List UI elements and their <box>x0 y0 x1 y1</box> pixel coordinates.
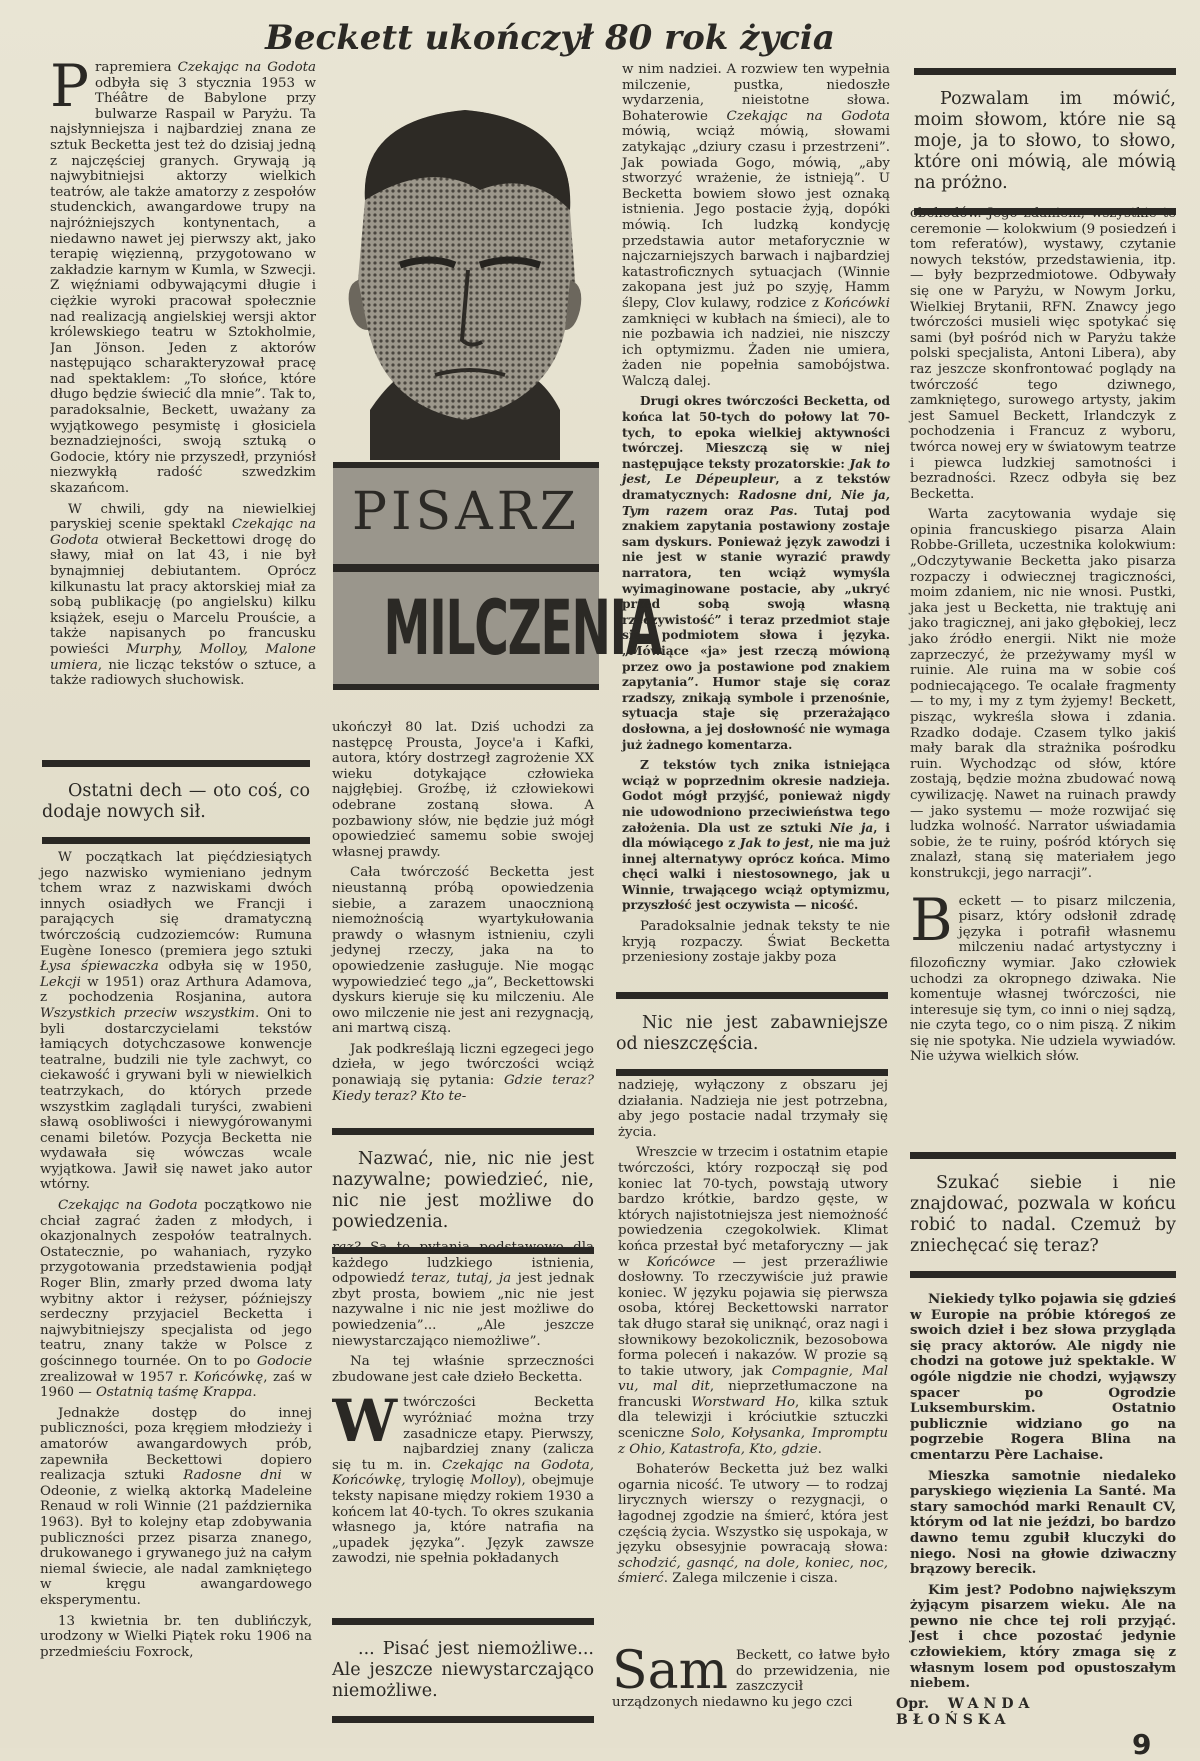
dropcap: P <box>50 60 90 120</box>
pull-quote-2: Nazwać, nie, nic nie jest nazywalne; powiedzieć, nie, nic nie jest możliwe do powiedzenia. <box>332 1128 594 1254</box>
portrait-photo <box>330 80 600 460</box>
column-2-continued <box>332 1240 594 1572</box>
banner-word-pisarz: PISARZ <box>352 482 580 542</box>
paragraph: Wreszcie w trzecim i ostatnim etapie twórczości, który rozpoczął się pod koniec lat 70-tych, powstają utwory bardzo krótkie, bardzo gęste, w których najistotniejsza jest niemożność powiedzenia czegokolwiek. Klimat końca przestał być metaforyczny — jak w Końcówce — jest przeraźliwie dosłowny. To rzeczywiście już prawie koniec. W języku pojawia się pierwsza osoba, której Beckettowski narrator tak długo starał się uniknąć, oraz nagi i słownikowy bezokolicznik, bezosobowa forma poleceń i nakazów. W prozie są to takie utwory, jak Compagnie, Mal vu, mal dit, nieprzetłumaczone na francuski Worstward Ho, kilka sztuk dla telewizji i króciutkie sztuczki sceniczne Solo, Kołysanka, Impromptu z Ohio, Katastrofa, Kto, gdzie. <box>618 1145 889 1457</box>
pull-quote-3: ... Pisać jest niemożliwe... Ale jeszcze niewystarczająco niemożliwe. <box>332 1618 594 1723</box>
dropcap: W <box>332 1395 398 1456</box>
paragraph: W twórczości Becketta wyróżniać można trzy zasadnicze etapy. Pierwszy, najbardziej znany (zalicza się tu m. in. Czekając na Godota, Końcówkę, trylogię Molloy), obejmuje teksty napisane między rokiem 1930 a końcem lat 40-tych. To okres szukania własnego ja, które natrafia na „upadek języka”. Język zawsze zawodzi, nie spełnia pokładanych <box>332 1395 594 1567</box>
paragraph: Jak podkreślają liczni egzegeci jego dzieła, w jego twórczości wciąż ponawiają się pytania: Gdzie teraz? Kiedy teraz? Kto te- <box>332 1041 595 1104</box>
paragraph: raz? Są to pytania podstawowe dla każdego ludzkiego istnienia, odpowiedź teraz, tutaj, ja jest jednak zbyt prosta, bowiem „nic nie jest nazywalne i nic nie jest możliwe do powiedzenia”... „Ale jeszcze niewystarczająco niemożliwe”. <box>332 1240 594 1349</box>
headline: Beckett ukończył 80 rok życia <box>265 18 835 58</box>
paragraph: Jednakże dostęp do innej publiczności, poza kręgiem młodzieży i amatorów awangardowych prób, zapewniła Beckettowi dopiero realizacja sztuki Radosne dni w Odeonie, z wielką aktorką Madeleine Renaud w roli Winnie (21 października 1963). Był to kolejny etap zdobywania publiczności przez pisarza znanego, drukowanego i grywanego już na całym niemal świecie, ale nadal zamkniętego w kręgu awangardowego eksperymentu. <box>40 1405 312 1608</box>
paragraph: Prapremiera Czekając na Godota odbyła się 3 stycznia 1953 w Théâtre de Babylone przy bulwarze Raspail w Paryżu. Ta najsłynniejsza i najbardziej znana ze sztuk Becketta jest też do dzisiaj jedną z najczęściej granych. Grywają ją najwybitniejsi aktorzy wielkich teatrów, ale także amatorzy z zespołów studenckich, awangardowe trupy na najróżniejszych kontynentach, a niedawno nawet jej pierwszy akt, jako terapię więzienną, przygotowano w zakładzie karnym w Kumla, w Szwecji. Z więźniami odbywającymi długie i ciężkie wyroki pracował społecznie nad realizacją angielskiej wersji aktor królewskiego teatru w Sztokholmie, Jan Jönson. Jeden z aktorów następująco scharakteryzował pracę nad spektaklem: „To słońce, które długo będzie świecić dla mnie”. Tak to, paradoksalnie, Beckett, uważany za wyjątkowego pesymistę i głosiciela beznadziejności, swoją sztuką o Godocie, który nie przyszedł, przyniósł niezwykłą radość szwedzkim skazańcom. <box>50 60 316 497</box>
paragraph: obchodów. Jego zdaniem, wszystkie te ceremonie — kolokwium (9 posiedzeń i tom referatów), wystawy, czytanie nowych tekstów, przedstawienia, itp. — były bezprzedmiotowe. Odbywały się one w Paryżu, w Nowym Jorku, Wielkiej Brytanii, RFN. Znawcy jego twórczości musieli więc spotykać się sami (był pośród nich w Paryżu także polski specjalista, Antoni Libera), aby raz jeszcze skonfrontować poglądy na twórczość tego dziwnego, zamkniętego, surowego artysty, jakim jest Samuel Beckett, Irlandczyk z pochodzenia i Francuz z wyboru, twórca nowej ery w światowym teatrze i piewca ludzkiej samotności i bezradności. Rzecz odbyła się bez Becketta. <box>910 206 1176 502</box>
pull-quote-4: Pozwalam im mówić, moim słowom, które nie są moje, ja to słowo, to słowo, które oni mówią, ale mówią na próżno. <box>914 68 1176 215</box>
paragraph: W początkach lat pięćdziesiątych jego nazwisko wymieniano jednym tchem wraz z nazwiskami dwóch innych osiadłych we Francji i parających się dramatyczną twórczością cudzoziemców: Rumuna Eugène Ionesco (premiera jego sztuki Łysa śpiewaczka odbyła się w 1950, Lekcji w 1951) oraz Arthura Adamova, z pochodzenia Rosjanina, autora Wszystkich przeciw wszystkim. Oni to byli dostarczycielami tekstów łamiących dotychczasowe konwencje teatralne, budzili nie tyle zachwyt, co ciekawość i grywani byli w niewielkich teatrzykach, do których przede wszystkim zaglądali turyści, zwabieni sławą osobliwości i niewygórowanymi cenami biletów. Pozycja Becketta nie wydawała się wówczas wcale wyjątkowa. Jawił się nawet jako autor wtórny. <box>40 850 312 1193</box>
paragraph: Niekiedy tylko pojawia się gdzieś w Europie na próbie któregoś ze swoich dzieł i bez słowa przygląda się pracy aktorów. Ale nigdy nie chodzi na gotowe już spektakle. W ogóle nigdzie nie chodzi, wyjąwszy spacer po Ogrodzie Luksemburskim. Ostatnio publicznie widziano go na pogrzebie Rogera Blina na cmentarzu Père Lachaise. <box>910 1291 1176 1463</box>
paragraph: Cała twórczość Becketta jest nieustanną próbą opowiedzenia siebie, a zarazem unaocznioną niemożnością wyartykułowania prawdy o własnym istnieniu, czyli jedynej rzeczy, jaka na to opowiedzenie zasługuje. Nie mogąc wypowiedzieć tego „ja”, Beckettowski dyskurs kieruje się ku milczeniu. Ale owo milczenie nie jest ani rezygnacją, ani martwą ciszą. <box>332 865 594 1037</box>
paragraph: Beckett — to pisarz milczenia, pisarz, który odsłonił zdradę języka i potrafił własnemu milczeniu nadać artystyczny i filozoficzny wymiar. Jako człowiek uchodzi za okropnego dziwaka. Nie komentuje własnej twórczości, nie interesuje się tym, co inni o niej sądzą, nie czyta tego, co o nim piszą. Z nikim się nie spotyka. Nie udziela wywiadów. Nie używa wielkich słów. <box>910 893 1176 1065</box>
pull-quote-1: Ostatni dech — oto coś, co dodaje nowych sił. <box>42 760 310 844</box>
paragraph: W chwili, gdy na niewielkiej paryskiej scenie spektakl Czekając na Godota otwierał Beckettowi drogę do sławy, miał on lat 43, i nie był bynajmniej debiutantem. Oprócz kilkunastu lat pracy aktorskiej miał za sobą publikację (po angielsku) kilku książek, eseju o Marcelu Prouście, a także napisanych po francusku powieści Murphy, Molloy, Malone umiera, nie licząc tekstów o sztuce, a także radiowych słuchowisk. <box>50 501 316 689</box>
column-4-continued <box>910 1292 1176 1697</box>
banner-divider <box>333 564 599 572</box>
paragraph: nadzieję, wyłączony z obszaru jej działania. Nadzieja nie jest potrzebna, aby jego postacie nadal trzymały się życia. <box>618 1078 888 1140</box>
paragraph: Czekając na Godota początkowo nie chciał zagrać żaden z młodych, i okazjonalnych zespołów teatralnych. Ostatecznie, po wahaniach, ryzyko przygotowania przedstawienia podjął Roger Blin, zmarły przed dwoma laty wybitny aktor i reżyser, późniejszy serdeczny przyjaciel Becketta i najwybitniejszy specjalista od jego teatru, znany także w Polsce z gościnnego tournée. On to po Godocie zrealizował w 1957 r. Końcówkę, zaś w 1960 — Ostatnią taśmę Krappa. <box>40 1198 312 1401</box>
paragraph: Paradoksalnie jednak teksty te nie kryją rozpaczy. Świat Becketta przeniesiony zostaje jakby poza <box>622 919 890 966</box>
paragraph: Bohaterów Becketta już bez walki ogarnia nicość. Te utwory — to rodzaj lirycznych wierszy o rezygnacji, o łagodnej zgodzie na śmierć, która jest częścią życia. Wszystko się uspokaja, w języku obsesyjnie powracają słowa: schodzić, gasnąć, na dole, koniec, noc, śmierć. Zalega milczenie i cisza. <box>618 1462 888 1587</box>
column-1-continued <box>40 850 312 1665</box>
banner-word-milczenia: MILCZENIA <box>383 583 662 672</box>
column-4 <box>910 206 1176 1070</box>
column-3 <box>622 62 890 971</box>
pull-quote-5: Nic nie jest zabawniejsze od nieszczęścia. <box>616 992 888 1076</box>
large-initial-word: Sam <box>612 1641 728 1701</box>
column-1 <box>50 60 316 694</box>
paragraph: w nim nadziei. A rozwiew ten wypełnia milczenie, pustka, niedoszłe wydarzenia, nieistotne słowa. Bohaterowie Czekając na Godota mówią, wciąż mówią, słowami zatykając „dziury czasu i przestrzeni”. Jak powiada Gogo, mówią, „aby stworzyć wrażenie, że istnieją”. U Becketta bowiem słowo jest oznaką istnienia. Jego postacie żyją, dopóki mówią. Ich ludzką kondycję przedstawia autor metaforycznie w najczarniejszych barwach i najbardziej katastroficznych sytuacjach (Winnie zakopana jest już po szyję, Hamm ślepy, Clov kulawy, rodzice z Końcówki zamknięci w kubłach na śmieci), ale to nie pozbawia ich nadziei, nie niszczy ich optymizmu. Żaden nie umiera, żaden nie popełnia samobójstwa. Walczą dalej. <box>622 62 890 389</box>
paragraph: Warta zacytowania wydaje się opinia francuskiego pisarza Alain Robbe-Grilleta, uczestnika kolokwium: „Odczytywanie Becketta jako pisarza rozpaczy i odwiecznej tragiczności, moim zdaniem, nic nie wnosi. Pustki, jaka jest u Becketta, nie traktuję ani jako tragicznej, ani jako głębokiej, lecz jako źródło energii. Nikt nie może zaprzeczyć, że przeżywamy myśl w ruinie. Ale ruina ma w sobie coś podniecającego. Te ocalałe fragmenty — to my, i my z tym żyjemy! Beckett, pisząc, wykreśla słowa i zdania. Rzadko dodaje. Czasem tylko jakiś mały barak dla strażnika pośrodku ruin. Wychodząc od słów, które zostają, będzie można zbudować nową cywilizację. Nawet na ruinach prawdy — jako systemu — może rozwijać się ludzka wolność. Narrator uświadamia sobie, że te ruiny, pośród których się znalazł, staną się materiałem jego konstrukcji, jego narracji”. <box>910 507 1176 881</box>
paragraph: Kim jest? Podobno największym żyjącym pisarzem wieku. Ale na pewno nie chce tej roli przyjąć. Jest i chce pozostać jedynie człowiekiem, który zmaga się z własnym losem pod opustoszałym niebem. <box>910 1581 1176 1692</box>
paragraph: 13 kwietnia br. ten dublińczyk, urodzony w Wielki Piątek roku 1906 na przedmieściu Foxrock, <box>40 1613 312 1660</box>
paragraph: Mieszka samotnie niedaleko paryskiego więzienia La Santé. Ma stary samochód marki Renault CV, którym od lat nie jeździ, bo bardzo dawno temu zgubił kluczyki do niego. Nosi na głowie dziwaczny brązowy berecik. <box>910 1467 1176 1578</box>
author-signature <box>896 1696 1158 1728</box>
title-banner <box>333 462 662 690</box>
signature-name: WANDA BŁOŃSKA <box>896 1696 1035 1728</box>
portrait-illustration <box>330 80 600 460</box>
paragraph: Z tekstów tych znika istniejąca wciąż w poprzednim okresie nadzieja. Godot mógł przyjść, ponieważ nigdy nie udowodniono przeciwieństwa tego założenia. Dla ust ze sztuki Nie ja, i dla mówiącego z Jak to jest, nie ma już innej alternatywy oprócz końca. Mimo chęci walki i niestosownego, jak u Winnie, trwającego wciąż optymizmu, przyszłość jest oczywista — nicość. <box>622 758 890 913</box>
column-2 <box>332 720 594 1109</box>
column-3-continued <box>618 1078 888 1592</box>
paragraph: Drugi okres twórczości Becketta, od końca lat 50-tych do połowy lat 70-tych, to epoka wielkiej aktywności twórczej. Mieszczą się w niej następujące teksty prozatorskie: Jak to jest, Le Dépeupleur, a z tekstów dramatycznych: Radosne dni, Nie ja, Tym razem oraz Pas. Tutaj pod znakiem zapytania postawiony zostaje sam dyskurs. Ponieważ język zawodzi i nie jest w stanie wyrazić prawdy narratora, ten wciąż wymyśla wyimaginowane postacie, aby „ukryć przed sobą swoją własną rzeczywistość” i teraz przedmiot staje się podmiotem słowa i języka. „Mówiące «ja» jest rzeczą mówioną przez owo ja postawione pod znakiem zapytania”. Humor staje się coraz rzadszy, znikają symbole i przenośnie, sytuacja staje się przerażająco dosłowna, a jej dosłowność nie wymaga już żadnego komentarza. <box>622 394 891 752</box>
dropcap: B <box>910 893 953 954</box>
signature-prefix: Opr. <box>896 1696 929 1712</box>
page-number: 9 <box>1132 1728 1152 1761</box>
paragraph: Na tej właśnie sprzeczności zbudowane jest całe dzieło Becketta. <box>332 1354 594 1385</box>
paragraph: ukończył 80 lat. Dziś uchodzi za następcę Prousta, Joyce'a i Kafki, autora, który dostrzegł zagrożenie XX wieku dotykające człowieka najgłębiej. Groźbę, iż człowiekowi odebrane zostaną słowa. A pozbawiony słów, nie będzie już mógł opowiedzieć samemu sobie swojej własnej prawdy. <box>332 720 594 860</box>
closing-paragraph: Sam Beckett, co łatwe było do przewidzenia, nie zaszczycił urządzonych niedawno ku jego czci <box>612 1641 890 1710</box>
pull-quote-6: Szukać siebie i nie znajdować, pozwala w końcu robić to nadal. Czemuż by zniechęcać się teraz? <box>910 1152 1176 1278</box>
